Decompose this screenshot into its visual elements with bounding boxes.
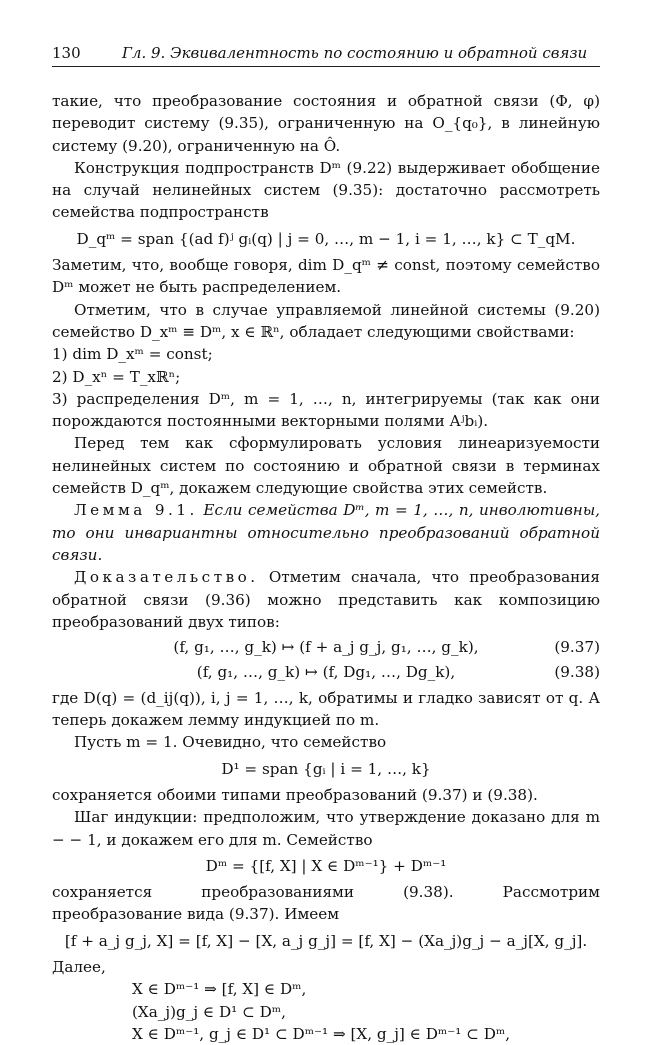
paragraph-9: Шаг индукции: предположим, что утверждение доказано для m − − 1, и докажем его для m. Семейство bbox=[52, 808, 600, 849]
paragraph-5: Перед тем как сформулировать условия линеаризуемости нелинейных систем по состоянию и обратной связи в терминах семейств D_qᵐ, докажем следующие свойства этих семейств. bbox=[52, 434, 600, 498]
paragraph-8: сохраняется обоими типами преобразований (9.37) и (9.38). bbox=[52, 785, 538, 804]
equation-dm: Dᵐ = {[f, X] | X ∈ Dᵐ⁻¹} + Dᵐ⁻¹ bbox=[205, 856, 447, 875]
equation-9-37 bbox=[52, 636, 600, 658]
implication-3: X ∈ Dᵐ⁻¹, g_j ∈ D¹ ⊂ Dᵐ⁻¹ ⇒ [X, g_j] ∈ Dᵐ⁻¹ ⊂ Dᵐ, bbox=[132, 1024, 511, 1043]
paragraph-11: Далее, bbox=[52, 957, 106, 976]
lemma-text: Если семейства Dᵐ, m = 1, …, n, инволютивны, то они инвариантны относительно преобразований обратной связи. bbox=[52, 501, 601, 564]
paragraph-4: Отметим, что в случае управляемой линейной системы (9.20) семейство D_xᵐ ≡ Dᵐ, x ∈ ℝⁿ, обладает следующими свойствами: bbox=[52, 300, 600, 341]
paragraph-6: где D(q) = (d_ij(q)), i, j = 1, …, k, обратимы и гладко зависят от q. А теперь докажем лемму индукцией по m. bbox=[52, 688, 600, 730]
list-item-1: 1) dim D_xᵐ = const; bbox=[52, 345, 213, 364]
page-body bbox=[52, 90, 600, 1045]
lemma bbox=[52, 499, 600, 566]
page-number: 130 bbox=[52, 44, 81, 62]
paragraph-1: такие, что преобразование состояния и обратной связи (Φ, φ) переводит систему (9.35), ограниченную на O_{q₀}, в линейную систему (9.20), ограниченную на Ô. bbox=[52, 92, 600, 155]
proof-text: Отметим сначала, что преобразования обратной связи (9.36) можно представить как композицию преобразований двух типов: bbox=[52, 568, 600, 631]
implication-2: (Xa_j)g_j ∈ D¹ ⊂ Dᵐ, bbox=[132, 1002, 286, 1021]
paragraph-2: Конструкция подпространств Dᵐ (9.22) выдерживает обобщение на случай нелинейных систем (9.35): достаточно рассмотреть семейства подпространств bbox=[52, 158, 600, 222]
paragraph-7: Пусть m = 1. Очевидно, что семейство bbox=[74, 733, 387, 752]
equation-9-37-number: (9.37) bbox=[554, 638, 600, 657]
lemma-label: Лемма 9.1. bbox=[74, 501, 198, 520]
implication-1: X ∈ Dᵐ⁻¹ ⇒ [f, X] ∈ Dᵐ, bbox=[132, 980, 307, 999]
equation-9-38-body: (f, g₁, …, g_k) ↦ (f, Dg₁, …, Dg_k), bbox=[196, 663, 456, 682]
equation-bracket: [f + a_j g_j, X] = [f, X] − [X, a_j g_j] = [f, X] − (Xa_j)g_j − a_j[X, g_j]. bbox=[64, 931, 588, 950]
equation-d1: D¹ = span {gᵢ | i = 1, …, k} bbox=[221, 759, 431, 778]
list-item-3: 3) распределения Dᵐ, m = 1, …, n, интегрируемы (так как они порождаются постоянными векторными полями Aʲbᵢ). bbox=[52, 389, 600, 431]
paragraph-10: сохраняется преобразованиями (9.38). Рассмотрим преобразование вида (9.37). Имеем bbox=[52, 883, 600, 924]
running-header bbox=[52, 40, 600, 67]
equation-1: D_qᵐ = span {(ad f)ʲ gᵢ(q) | j = 0, …, m − 1, i = 1, …, k} ⊂ T_qM. bbox=[76, 229, 576, 248]
list-item-2: 2) D_xⁿ = T_xℝⁿ; bbox=[52, 367, 181, 386]
equation-9-38-number: (9.38) bbox=[554, 663, 600, 682]
proof-label: Доказательство. bbox=[74, 568, 259, 587]
paragraph-3: Заметим, что, вообще говоря, dim D_qᵐ ≠ const, поэтому семейство Dᵐ может не быть распределением. bbox=[52, 256, 600, 297]
equation-9-38 bbox=[52, 661, 600, 683]
running-title: Гл. 9. Эквивалентность по состоянию и обратной связи bbox=[122, 44, 588, 62]
equation-9-37-body: (f, g₁, …, g_k) ↦ (f + a_j g_j, g₁, …, g_k), bbox=[173, 638, 479, 657]
proof bbox=[52, 566, 600, 633]
book-page bbox=[52, 40, 601, 1043]
